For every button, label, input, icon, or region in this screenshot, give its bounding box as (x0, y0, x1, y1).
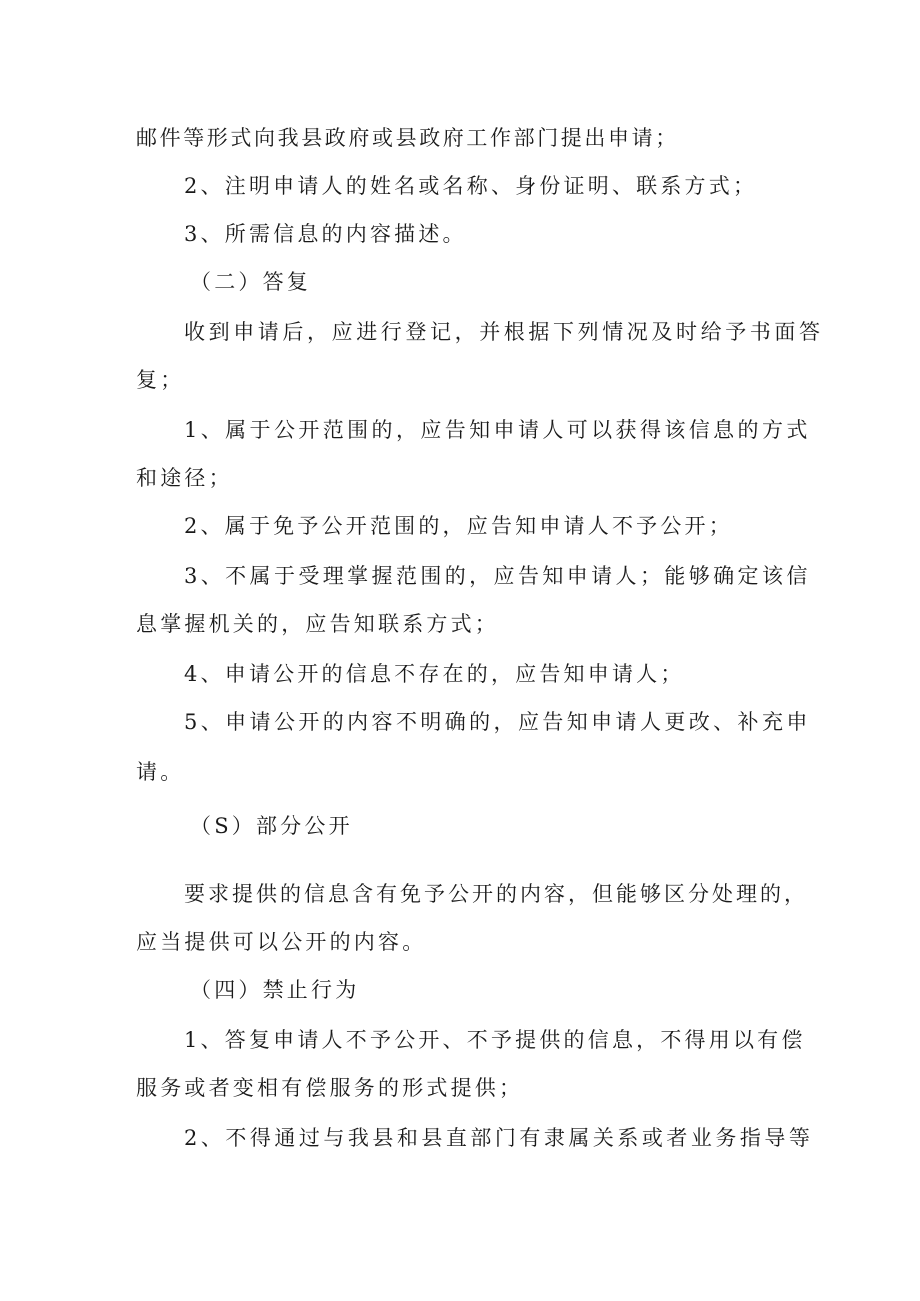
paragraph-line: 要求提供的信息含有免予公开的内容，但能够区分处理的， (184, 882, 808, 906)
section-heading: （二）答复 (190, 270, 311, 294)
list-item: 2、注明申请人的姓名或名称、身份证明、联系方式； (184, 174, 758, 198)
paragraph-line: 邮件等形式向我县政府或县政府工作部门提出申请； (136, 126, 679, 150)
section-heading: （四）禁止行为 (190, 978, 360, 1002)
list-item: 4、申请公开的信息不存在的，应告知申请人； (184, 662, 685, 686)
list-item: 1、答复申请人不予公开、不予提供的信息，不得用以有偿 (184, 1028, 806, 1052)
paragraph-line: 收到申请后，应进行登记，并根据下列情况及时给予书面答 (184, 320, 824, 344)
paragraph-line: 应当提供可以公开的内容。 (136, 930, 427, 954)
paragraph-line: 和途径； (136, 466, 233, 490)
list-item: 1、属于公开范围的，应告知申请人可以获得该信息的方式 (184, 418, 811, 442)
section-heading: （S）部分公开 (190, 814, 353, 838)
paragraph-line: 服务或者变相有偿服务的形式提供； (136, 1076, 524, 1100)
list-item: 5、申请公开的内容不明确的，应告知申请人更改、补充申 (184, 710, 811, 734)
paragraph-line: 息掌握机关的，应告知联系方式； (136, 612, 499, 636)
list-item: 2、属于免予公开范围的，应告知申请人不予公开； (184, 514, 733, 538)
paragraph-line: 复； (136, 368, 185, 392)
list-item: 2、不得通过与我县和县直部门有隶属关系或者业务指导等 (184, 1126, 814, 1150)
paragraph-line: 请。 (136, 760, 185, 784)
list-item: 3、所需信息的内容描述。 (184, 222, 467, 246)
list-item: 3、不属于受理掌握范围的，应告知申请人；能够确定该信 (184, 564, 811, 588)
